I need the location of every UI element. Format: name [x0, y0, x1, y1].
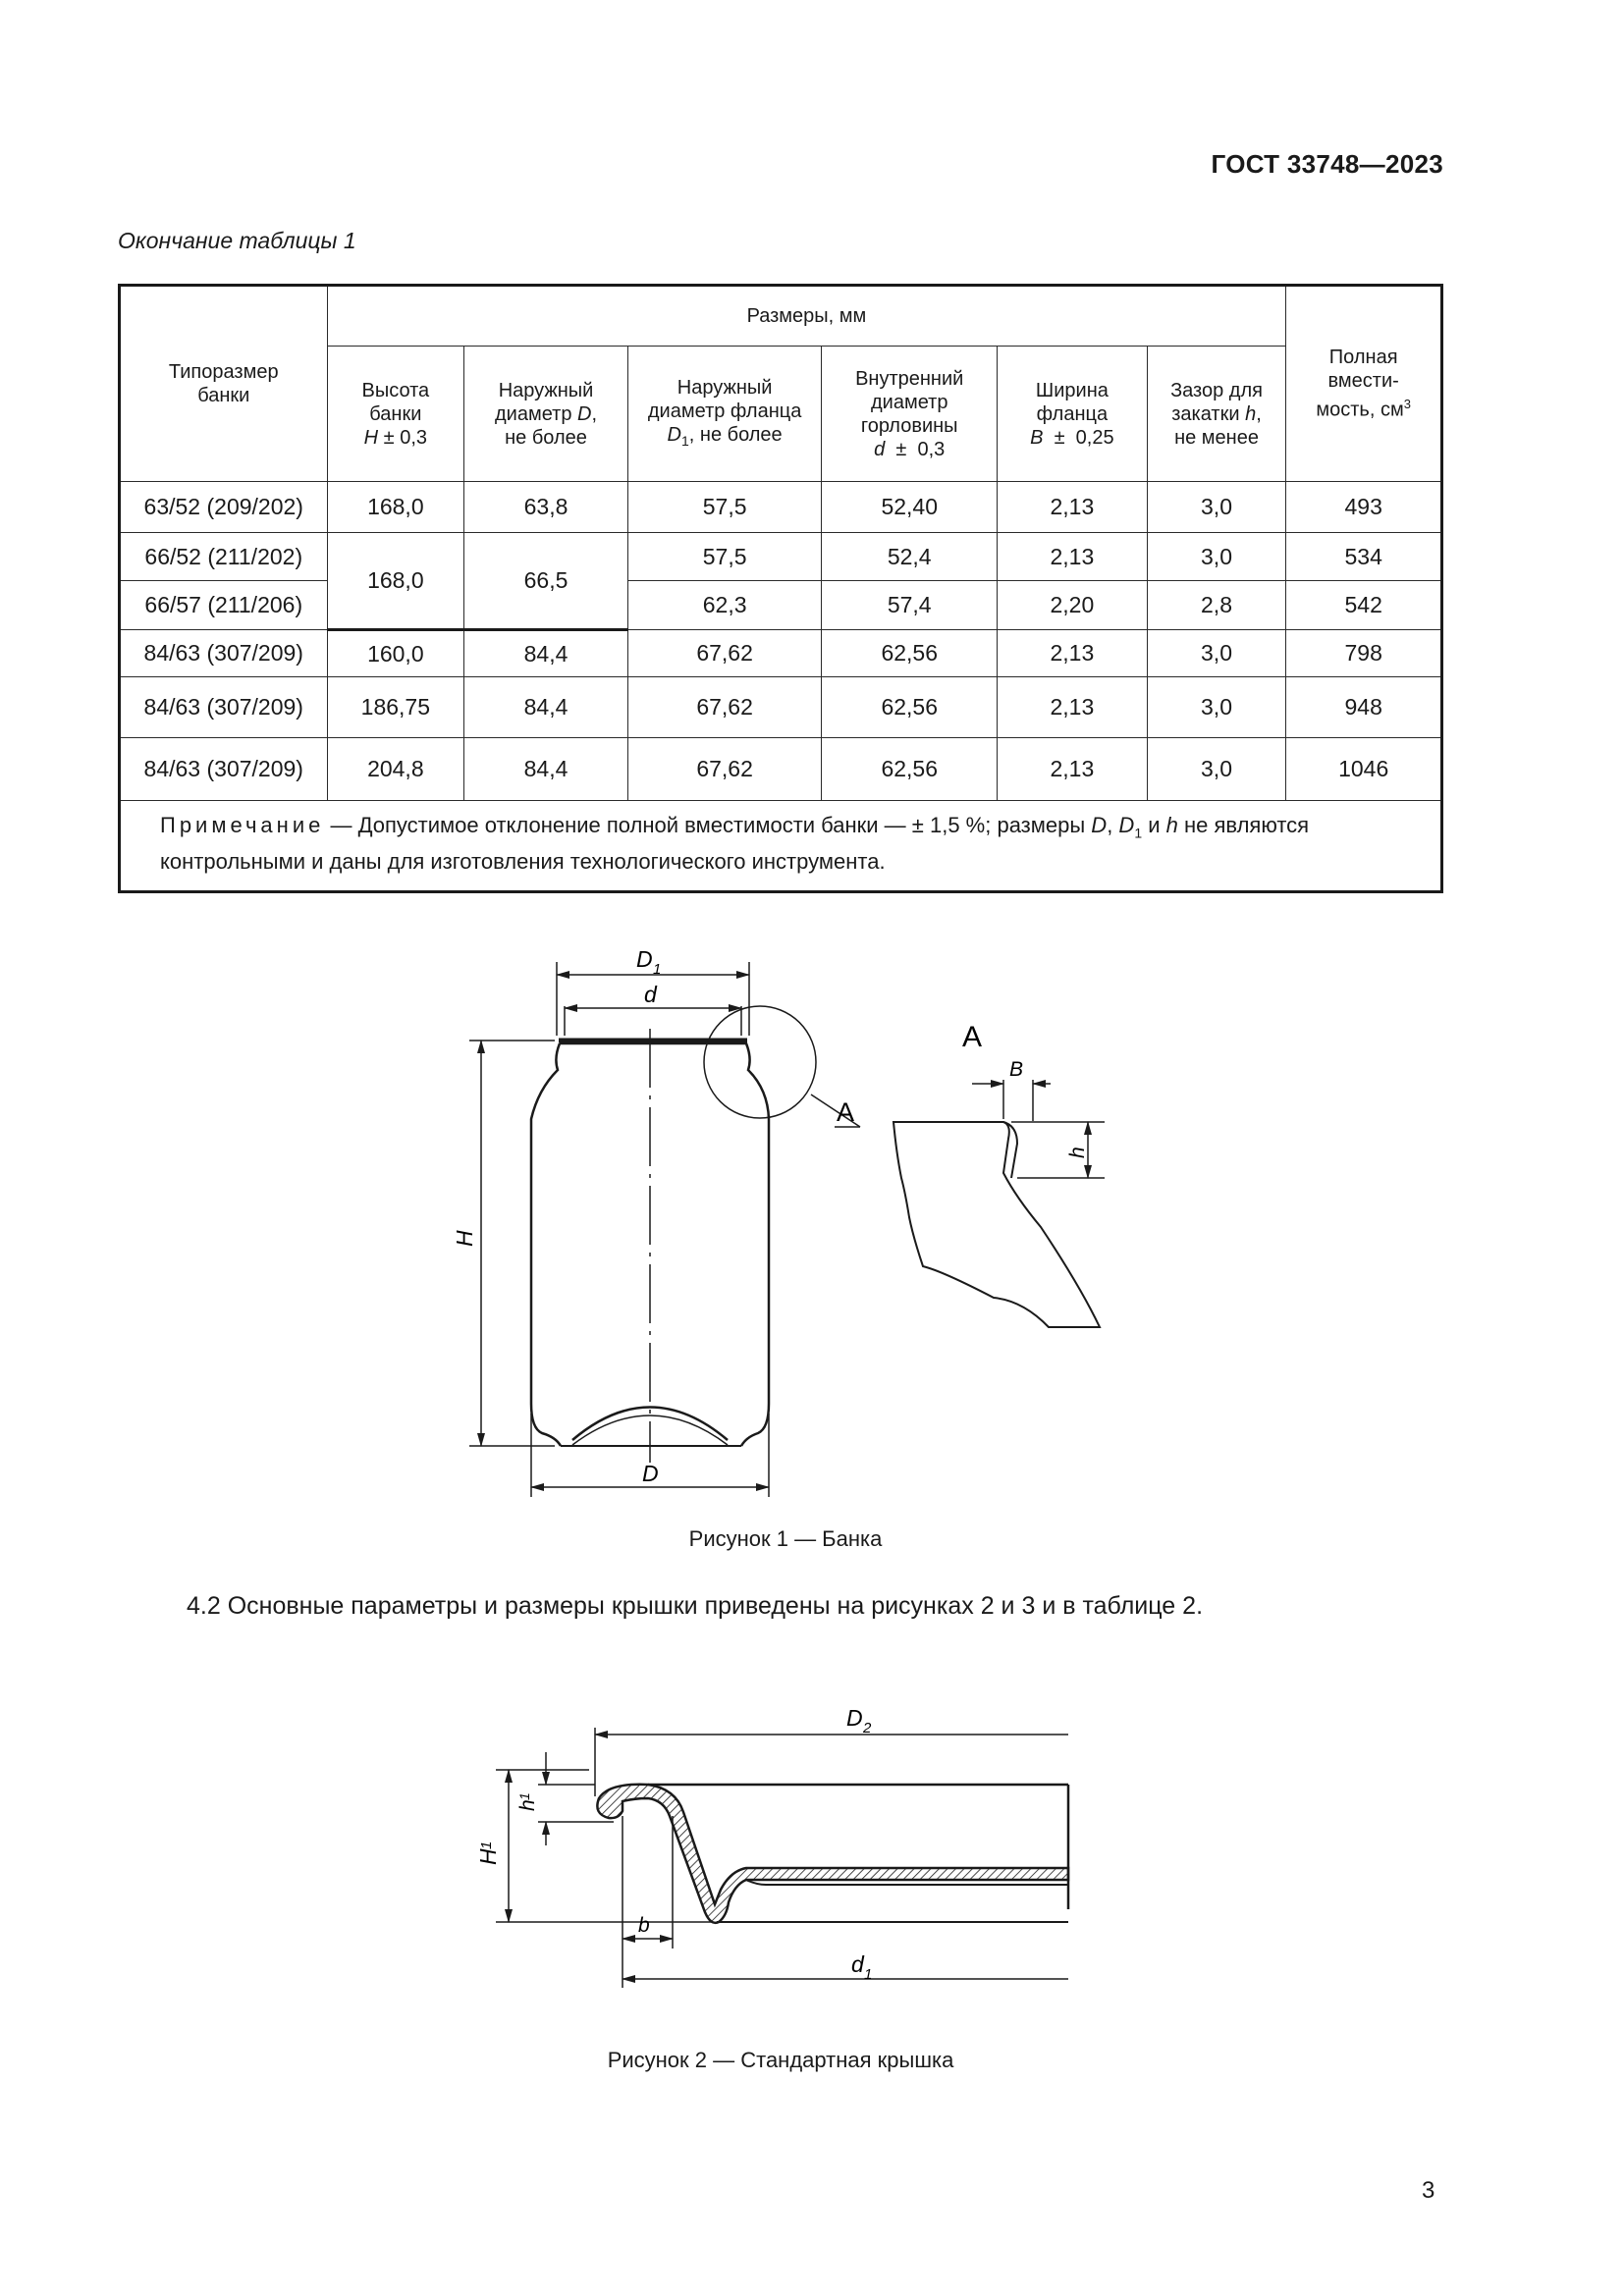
label-D2-sub: 2: [863, 1720, 872, 1736]
label-B: B: [1009, 1058, 1024, 1081]
page-number: 3: [1422, 2177, 1435, 2204]
label-b: b: [638, 1914, 650, 1937]
group-header-sizes: Размеры, мм: [327, 286, 1286, 347]
label-D2: D: [846, 1705, 863, 1731]
label-A-callout: A: [837, 1097, 855, 1127]
label-D1-sub: 1: [653, 961, 662, 978]
label-A-detail: A: [962, 1021, 983, 1053]
label-d1-sub: 1: [864, 1966, 873, 1983]
col-header-gap: Зазор для закатки h, не менее: [1147, 347, 1286, 482]
table-row: 84/63 (307/209) 160,0 84,4 67,62 62,56 2,13 3,0 798: [120, 630, 1442, 677]
table-row: 84/63 (307/209) 204,8 84,4 67,62 62,56 2,13 3,0 1046: [120, 738, 1442, 801]
table-row: 84/63 (307/209) 186,75 84,4 67,62 62,56 2,13 3,0 948: [120, 677, 1442, 738]
figure-2-caption: Рисунок 2 — Стандартная крышка: [607, 2048, 954, 2072]
label-H1-sub: 1: [478, 1841, 495, 1849]
label-d: d: [644, 982, 657, 1007]
label-d1: d: [851, 1951, 864, 1977]
col-header-flange-diameter: Наружный диаметр фланца $D_1$, не более: [627, 347, 822, 482]
table-row: 66/52 (211/202) 168,0 66,5 57,5 52,4 2,13 3,0 534: [120, 533, 1442, 581]
standard-number: ГОСТ 33748—2023: [1211, 149, 1443, 179]
lid-profile: [597, 1785, 1068, 1923]
col-header-type: Типоразмер банки: [120, 286, 328, 482]
label-H: H: [452, 1230, 477, 1247]
col-header-outer-diameter: Наружный диаметр D, не более: [464, 347, 628, 482]
label-H1: H: [475, 1848, 501, 1865]
label-h1-sub: 1: [516, 1792, 532, 1800]
table-note: Примечание — Допустимое отклонение полной вместимости банки — ± 1,5 %; размеры D, $D_1$ и h не являются контрольными и даны для изготовления технологического инструмента.: [120, 801, 1442, 892]
col-header-capacity: Полная вмести- мость, $см^3$: [1286, 286, 1442, 482]
label-D1: D: [636, 946, 653, 972]
table-row: 66/57 (211/206) 62,3 57,4 2,20 2,8 542: [120, 581, 1442, 630]
table-caption: Окончание таблицы 1: [118, 228, 356, 253]
label-h: h: [1066, 1147, 1089, 1158]
figure-1-caption: Рисунок 1 — Банка: [688, 1526, 883, 1551]
paragraph-4-2: 4.2 Основные параметры и размеры крышки приведены на рисунках 2 и 3 и в таблице 2.: [187, 1592, 1204, 1620]
col-header-height: Высота банки H ± 0,3: [327, 347, 464, 482]
table-row: 63/52 (209/202) 168,0 63,8 57,5 52,40 2,13 3,0 493: [120, 482, 1442, 533]
col-header-flange-width: Ширина фланца B ± 0,25: [998, 347, 1148, 482]
col-header-inner-diameter: Внутренний диаметр горловины d ± 0,3: [822, 347, 998, 482]
label-h1: h: [516, 1799, 539, 1811]
label-D: D: [642, 1461, 659, 1486]
